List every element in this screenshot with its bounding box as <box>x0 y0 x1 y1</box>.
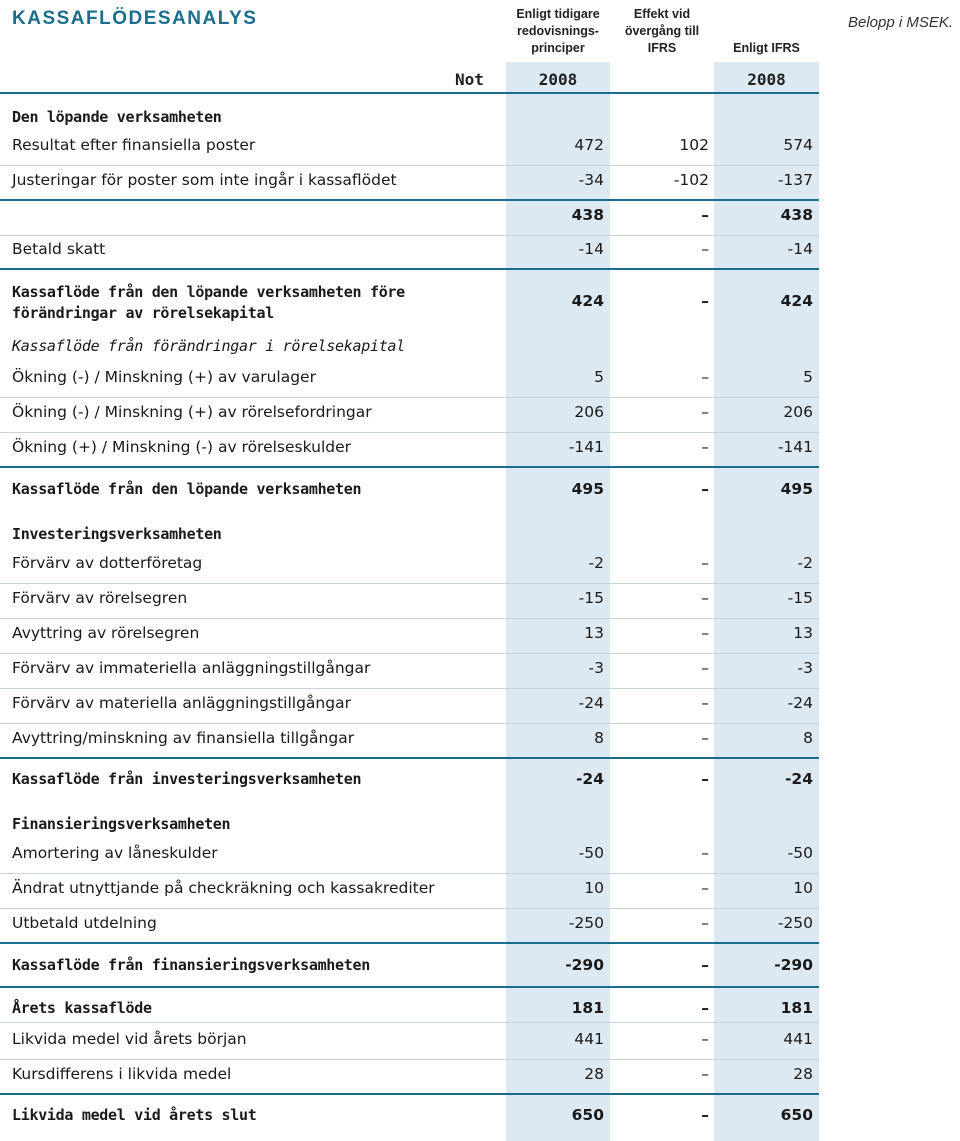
value-effect: – <box>701 844 709 862</box>
value-ifrs: -250 <box>777 914 813 932</box>
section-heading-operating <box>0 108 819 132</box>
value-ifrs: 181 <box>780 999 813 1017</box>
value-effect: – <box>701 1030 709 1048</box>
value-previous: 650 <box>571 1106 604 1124</box>
value-ifrs: 10 <box>793 879 813 897</box>
value-effect: – <box>701 770 709 788</box>
value-previous: 472 <box>574 136 604 154</box>
table-row <box>0 879 819 909</box>
row-label: Kassaflöde från finansieringsverksamheten <box>12 956 370 974</box>
value-previous: 5 <box>594 368 604 386</box>
value-ifrs: 206 <box>783 403 813 421</box>
table-row <box>0 624 819 654</box>
table-row <box>0 729 819 759</box>
value-effect: – <box>701 1106 709 1124</box>
value-ifrs: 424 <box>780 292 813 310</box>
section-heading-financing <box>0 815 819 839</box>
table-row <box>0 589 819 619</box>
row-label: Avyttring/minskning av finansiella tillgångar <box>12 729 355 747</box>
year-previous-principles: 2008 <box>538 70 578 89</box>
value-ifrs: 574 <box>783 136 813 154</box>
row-label: Finansieringsverksamheten <box>12 815 231 833</box>
row-label: Likvida medel vid årets slut <box>12 1106 257 1124</box>
value-ifrs: -290 <box>774 956 813 974</box>
value-ifrs: -141 <box>777 438 813 456</box>
total-row <box>0 1106 819 1130</box>
value-previous: 28 <box>584 1065 604 1083</box>
row-label: Kursdifferens i likvida medel <box>12 1065 232 1083</box>
value-effect: -102 <box>673 171 709 189</box>
table-row <box>0 1065 819 1095</box>
table-row <box>0 914 819 944</box>
table-row <box>0 171 819 201</box>
table-row <box>0 554 819 584</box>
row-label: Ökning (-) / Minskning (+) av varulager <box>12 368 316 386</box>
table-row <box>0 659 819 689</box>
row-label: Ändrat utnyttjande på checkräkning och kassakrediter <box>12 879 435 897</box>
row-label: Likvida medel vid årets början <box>12 1030 247 1048</box>
row-label: Kassaflöde från den löpande verksamheten <box>12 480 362 498</box>
value-ifrs: -14 <box>787 240 813 258</box>
value-previous: 13 <box>584 624 604 642</box>
row-label: Förvärv av dotterföretag <box>12 554 203 572</box>
row-label: Investeringsverksamheten <box>12 525 222 543</box>
value-previous: -24 <box>575 770 604 788</box>
value-previous: -250 <box>568 914 604 932</box>
value-previous: -50 <box>578 844 604 862</box>
table-row <box>0 1030 819 1060</box>
row-label: Amortering av låneskulder <box>12 844 218 862</box>
row-label: Avyttring av rörelsegren <box>12 624 200 642</box>
value-effect: – <box>701 438 709 456</box>
row-label: Ökning (-) / Minskning (+) av rörelsefordringar <box>12 403 372 421</box>
subtotal-row <box>0 956 819 988</box>
row-label: Förvärv av rörelsegren <box>12 589 188 607</box>
row-label: Kassaflöde från den löpande verksamheten före förändringar av rörelsekapital <box>12 283 405 322</box>
value-ifrs: 5 <box>803 368 813 386</box>
subtotal-row <box>0 770 819 794</box>
value-previous: -24 <box>578 694 604 712</box>
unit-note: Belopp i MSEK. <box>848 14 954 31</box>
table-row <box>0 136 819 166</box>
value-ifrs: -15 <box>787 589 813 607</box>
value-previous: 206 <box>574 403 604 421</box>
value-ifrs: -137 <box>777 171 813 189</box>
value-ifrs: 28 <box>793 1065 813 1083</box>
value-effect: – <box>701 694 709 712</box>
value-previous: -14 <box>578 240 604 258</box>
value-effect: – <box>701 240 709 258</box>
value-ifrs: -50 <box>787 844 813 862</box>
value-previous: 495 <box>571 480 604 498</box>
year-ifrs: 2008 <box>747 70 786 89</box>
value-ifrs: 441 <box>783 1030 813 1048</box>
value-effect: – <box>701 914 709 932</box>
table-row <box>0 240 819 270</box>
total-row <box>0 999 819 1023</box>
column-header-previous-principles: Enligt tidigare redovisnings-principer <box>516 7 600 55</box>
value-ifrs: 8 <box>803 729 813 747</box>
row-label: Resultat efter finansiella poster <box>12 136 256 154</box>
subtotal-row <box>0 282 819 326</box>
year-header-row <box>0 62 819 94</box>
value-effect: – <box>701 659 709 677</box>
value-ifrs: 650 <box>780 1106 813 1124</box>
row-label: Justeringar för poster som inte ingår i kassaflödet <box>12 171 397 189</box>
value-previous: -3 <box>588 659 604 677</box>
value-ifrs: 495 <box>780 480 813 498</box>
table-row <box>0 368 819 398</box>
value-effect: – <box>701 589 709 607</box>
value-effect: – <box>701 554 709 572</box>
value-effect: – <box>701 729 709 747</box>
column-header-ifrs-effect: Effekt vid övergång till IFRS <box>624 7 700 55</box>
value-effect: – <box>701 368 709 386</box>
subtotal-row <box>0 206 819 236</box>
value-previous: -141 <box>568 438 604 456</box>
row-label: Kassaflöde från investeringsverksamheten <box>12 770 362 788</box>
value-ifrs: 13 <box>793 624 813 642</box>
value-effect: – <box>701 403 709 421</box>
column-header-ifrs: Enligt IFRS <box>733 41 800 55</box>
value-previous: -2 <box>588 554 604 572</box>
value-previous: -34 <box>578 171 604 189</box>
value-ifrs: -24 <box>784 770 813 788</box>
section-heading-working-capital <box>0 337 819 361</box>
value-previous: 8 <box>594 729 604 747</box>
value-effect: – <box>701 480 709 498</box>
row-label: Utbetald utdelning <box>12 914 157 932</box>
table-row <box>0 403 819 433</box>
value-effect: – <box>701 206 709 224</box>
value-previous: -15 <box>578 589 604 607</box>
row-label: Ökning (+) / Minskning (-) av rörelseskulder <box>12 438 351 456</box>
row-label: Förvärv av immateriella anläggningstillgångar <box>12 659 371 677</box>
row-label: Betald skatt <box>12 240 106 258</box>
section-heading-investing <box>0 525 819 549</box>
value-effect: – <box>701 624 709 642</box>
value-ifrs: 438 <box>780 206 813 224</box>
row-label: Kassaflöde från förändringar i rörelsekapital <box>12 337 405 355</box>
row-label: Den löpande verksamheten <box>12 108 222 126</box>
value-effect: – <box>701 1065 709 1083</box>
table-row <box>0 438 819 468</box>
value-previous: 438 <box>571 206 604 224</box>
value-previous: -290 <box>565 956 604 974</box>
page-title: KASSAFLÖDESANALYS <box>12 8 258 29</box>
value-previous: 181 <box>571 999 604 1017</box>
not-column-header: Not <box>455 70 484 89</box>
row-label: Årets kassaflöde <box>12 999 152 1017</box>
table-row <box>0 844 819 874</box>
value-ifrs: -24 <box>787 694 813 712</box>
value-previous: 441 <box>574 1030 604 1048</box>
table-row <box>0 694 819 724</box>
value-previous: 424 <box>571 292 604 310</box>
value-effect: – <box>701 956 709 974</box>
value-previous: 10 <box>584 879 604 897</box>
value-effect: – <box>701 879 709 897</box>
value-ifrs: -3 <box>797 659 813 677</box>
value-effect: – <box>701 999 709 1017</box>
value-effect: – <box>701 292 709 310</box>
subtotal-row <box>0 480 819 504</box>
row-label: Förvärv av materiella anläggningstillgångar <box>12 694 351 712</box>
value-ifrs: -2 <box>797 554 813 572</box>
value-effect: 102 <box>679 136 709 154</box>
